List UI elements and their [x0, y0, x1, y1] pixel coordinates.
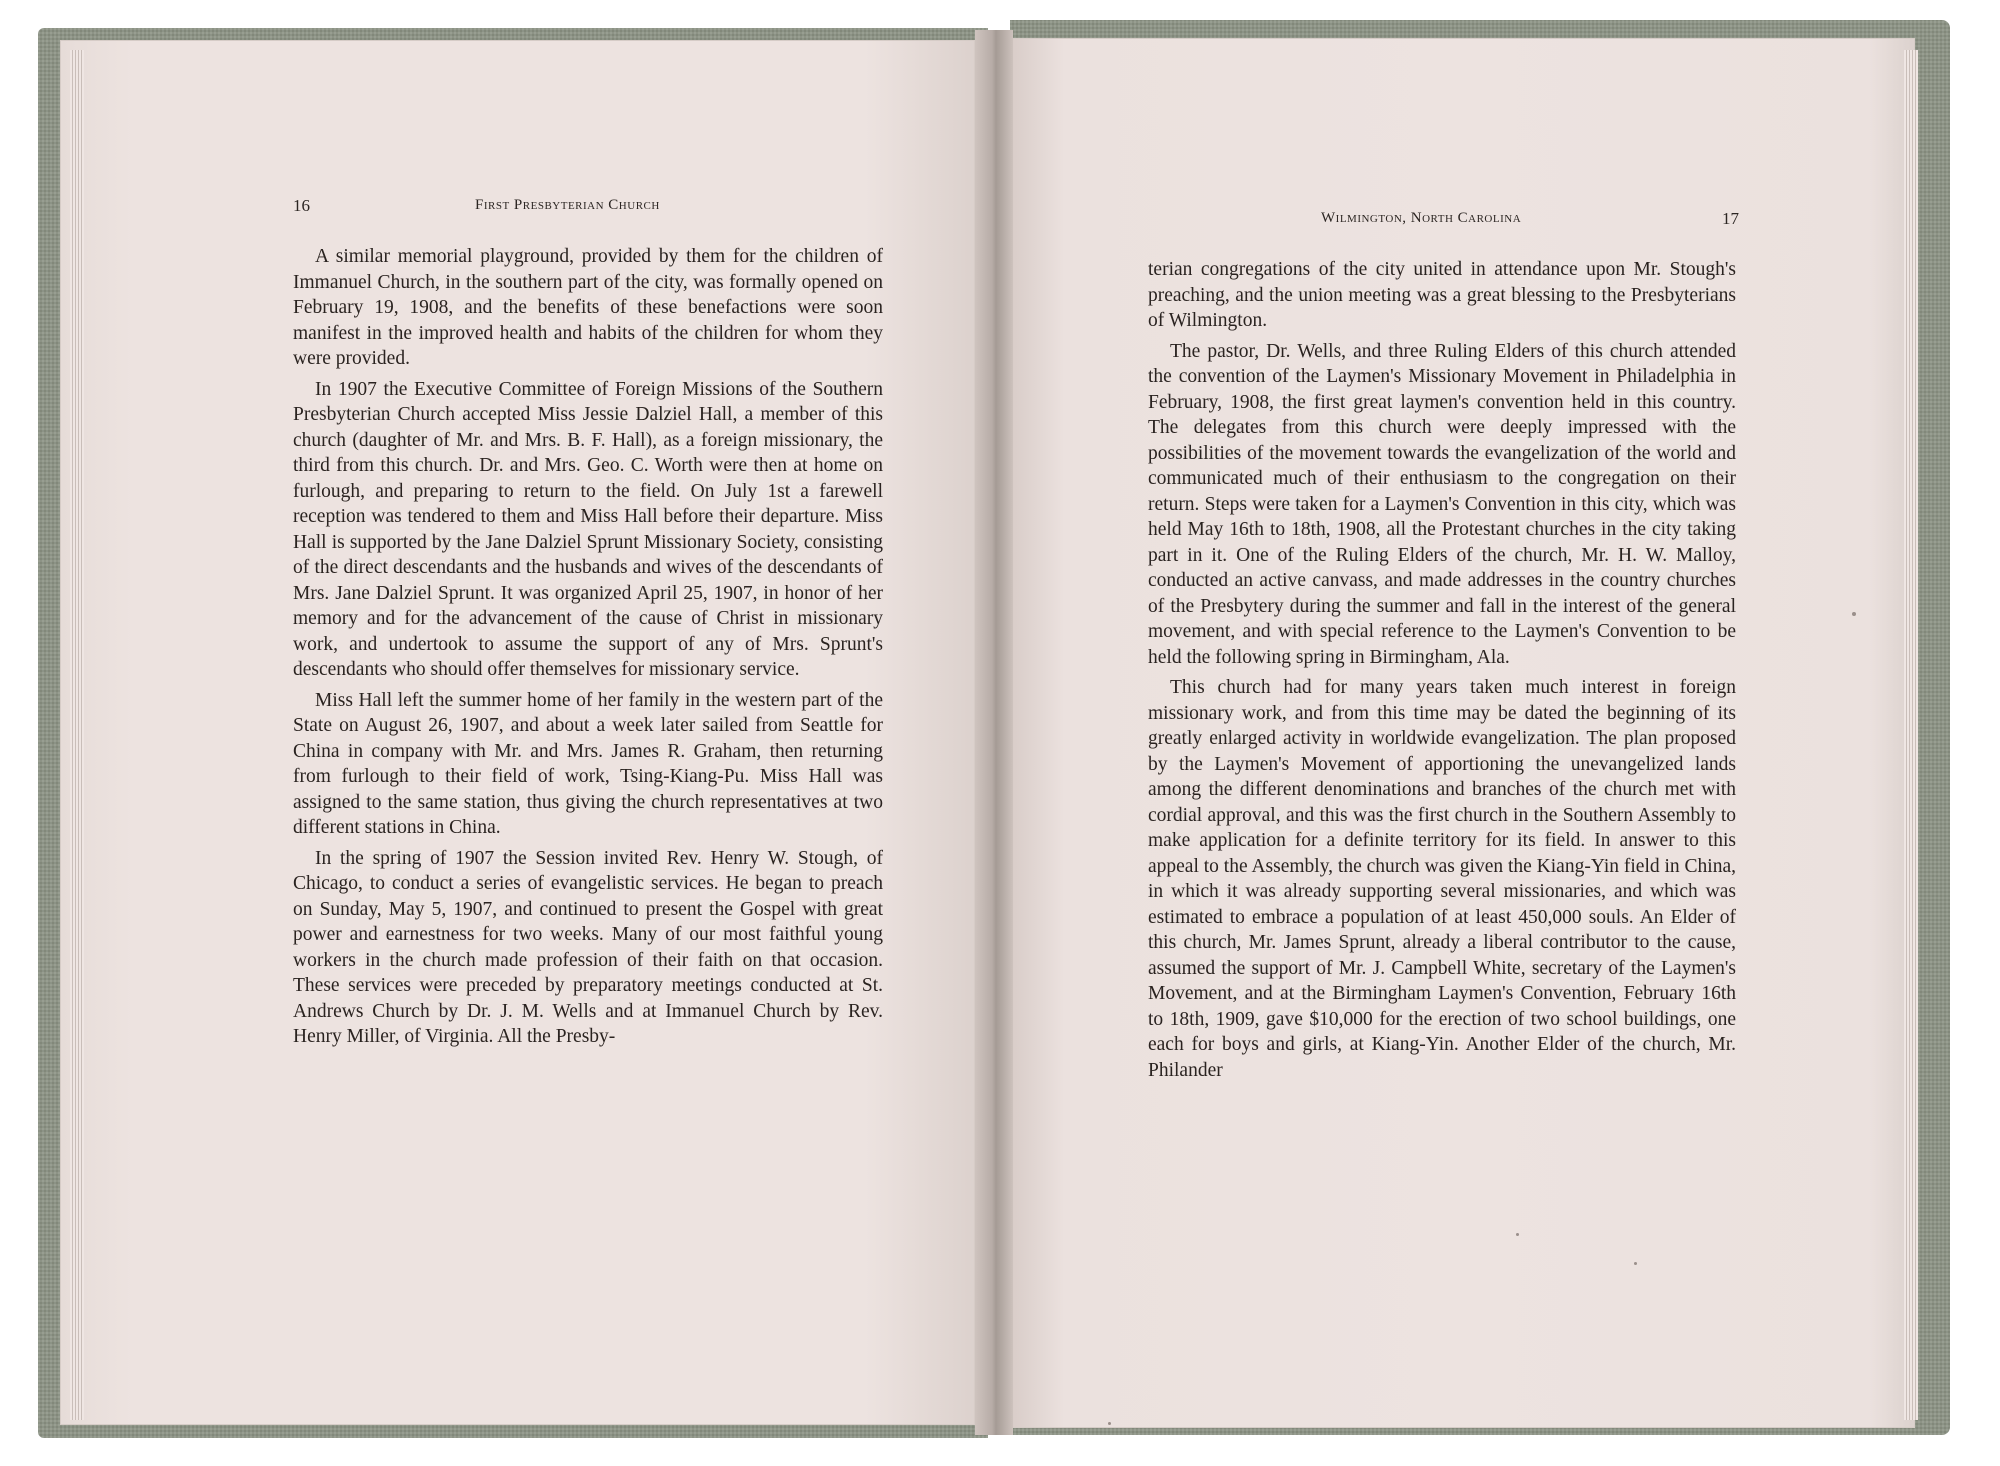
left-running-head: First Presbyterian Church	[475, 197, 660, 213]
left-page-edges	[70, 50, 84, 1420]
paragraph: In 1907 the Executive Committee of Foreign Missions of the Southern Presbyterian Church accepted Miss Jessie Dalziel Hall, a member of this church (daughter of Mr. and Mrs. B. F. Hall), as a foreign missionary, the third from this church. Dr. and Mrs. Geo. C. Worth were then at home on furlough, and preparing to return to the field. On July 1st a farewell reception was tendered to them and Miss Hall before their departure. Miss Hall is supported by the Jane Dalziel Sprunt Missionary Society, consisting of the direct descendants and the husbands and wives of the descendants of Mrs. Jane Dalziel Sprunt. It was organized April 25, 1907, in honor of her memory and for the advancement of the cause of Christ in missionary work, and undertook to assume the support of any of Mrs. Sprunt's descendants who should offer themselves for missionary service.	[293, 378, 883, 680]
paper-speck	[1852, 612, 1856, 616]
left-page-number: 16	[293, 196, 310, 215]
paper-speck	[1634, 1262, 1637, 1265]
book-gutter	[975, 30, 1013, 1435]
paragraph: In the spring of 1907 the Session invited Rev. Henry W. Stough, of Chicago, to conduct a series of evangelistic services. He began to preach on Sunday, May 5, 1907, and continued to present the Gospel with great power and earnestness for two weeks. Many of our most faithful young workers in the church made profession of their faith on that occasion. These services were preceded by preparatory meetings conducted at St. Andrews Church by Dr. J. M. Wells and at Immanuel Church by Rev. Henry Miller, of Virginia. All the Presby-	[293, 847, 883, 1047]
paragraph: This church had for many years taken much interest in foreign missionary work, and from this time may be dated the beginning of its greatly enlarged activity in worldwide evangelization. The plan proposed by the Laymen's Movement of apportioning the unevangelized lands among the different denominations and branches of the church met with cordial approval, and this was the first church in the Southern Assembly to make application for a definite territory for its field. In answer to this appeal to the Assembly, the church was given the Kiang-Yin field in China, in which it was already supporting several missionaries, and which was estimated to embrace a population of at least 450,000 souls. An Elder of this church, Mr. James Sprunt, already a liberal contributor to the cause, assumed the support of Mr. J. Campbell White, secretary of the Laymen's Movement, and at the Birmingham Laymen's Convention, February 16th to 18th, 1909, gave $10,000 for the erection of two school buildings, one each for boys and girls, at Kiang-Yin. Another Elder of the church, Mr. Philander	[1148, 677, 1736, 1081]
paper-speck	[1108, 1422, 1111, 1425]
left-page-body	[293, 244, 883, 1055]
right-page-edges	[1904, 50, 1918, 1420]
paragraph: A similar memorial playground, provided by them for the children of Immanuel Church, in the southern part of the city, was formally opened on February 19, 1908, and the benefits of these benefactions were soon manifest in the improved health and habits of the children for whom they were provided.	[293, 246, 883, 369]
paragraph: Miss Hall left the summer home of her family in the western part of the State on August 26, 1907, and about a week later sailed from Seattle for China in company with Mr. and Mrs. James R. Graham, then returning from furlough to their field of work, Tsing-Kiang-Pu. Miss Hall was assigned to the same station, thus giving the church representatives at two different stations in China.	[293, 689, 883, 838]
paragraph: terian congregations of the city united in attendance upon Mr. Stough's preaching, and the union meeting was a great blessing to the Presbyterians of Wilmington.	[1148, 259, 1736, 331]
right-page-number: 17	[1722, 209, 1739, 228]
paragraph: The pastor, Dr. Wells, and three Ruling Elders of this church attended the convention of the Laymen's Missionary Movement in Philadelphia in February, 1908, the first great laymen's convention held in this country. The delegates from this church were deeply impressed with the possibilities of the movement towards the evangelization of the world and communicated much of their enthusiasm to the congregation on their return. Steps were taken for a Laymen's Convention in this city, which was held May 16th to 18th, 1908, all the Protestant churches in the city taking part in it. One of the Ruling Elders of the church, Mr. H. W. Malloy, conducted an active canvass, and made addresses in the country churches of the Presbytery during the summer and fall in the interest of the general movement, and with special reference to the Laymen's Convention to be held the following spring in Birmingham, Ala.	[1148, 340, 1736, 668]
paper-speck	[1516, 1233, 1519, 1236]
right-running-head: Wilmington, North Carolina	[1321, 210, 1522, 226]
right-page-body	[1148, 257, 1736, 1088]
